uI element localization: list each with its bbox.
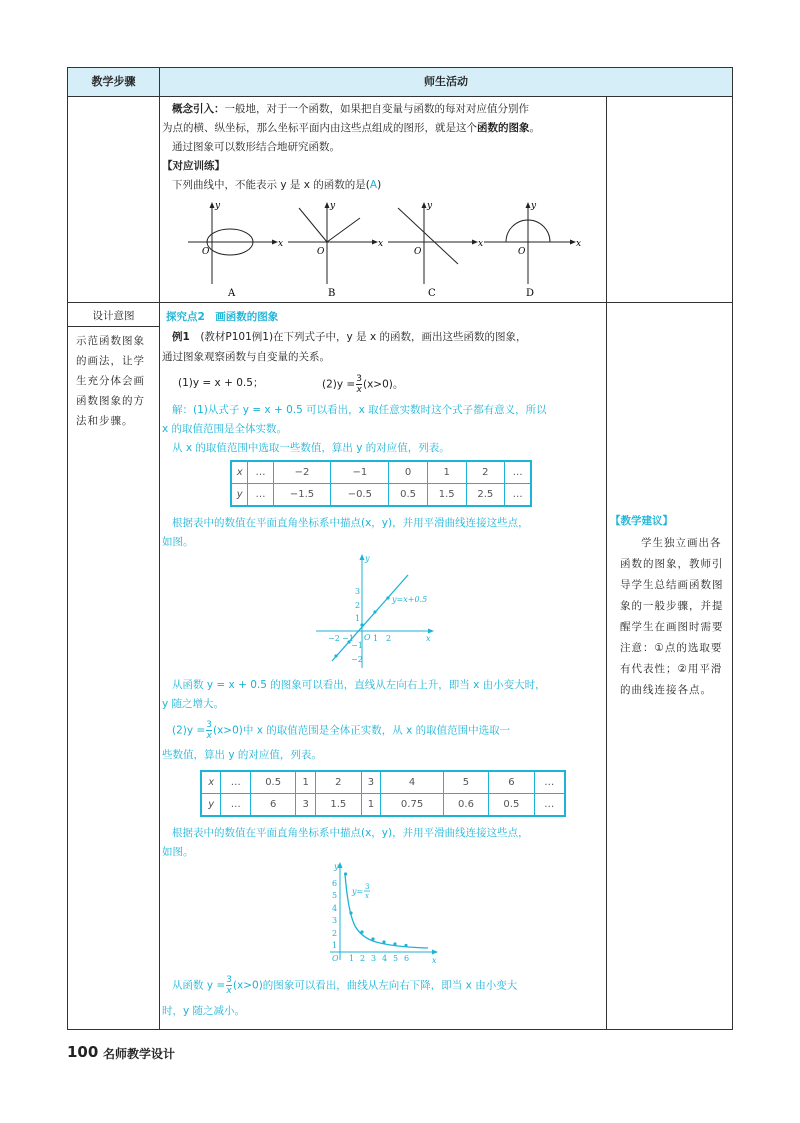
eq2-pre: (2)y = [322,378,356,391]
row-divider-right [606,302,733,303]
graph-d-x-label: x [576,239,582,249]
sol2-post: (x>0)中 x 的取值范围是全体正实数，从 x 的取值范围中选取一 [212,724,511,737]
graph2-x-label: x [432,956,437,965]
graph2-tick-y: 2 [332,929,338,938]
graph-c-x-label: x [478,239,484,249]
example-label: 例1 [172,331,190,343]
column-divider-right [606,96,607,1029]
table-cell: 2 [466,461,505,484]
practice-question [172,176,381,195]
table-cell: 6 [250,794,295,817]
intro-line2 [162,119,602,138]
graph1-tick-y: 1 [355,614,361,623]
graph1-tick-y: 2 [355,601,361,610]
table-1 [230,460,532,507]
graph-c-y-label: y [427,201,433,211]
table-cell: 0.75 [381,794,443,817]
graph1-tick-x: −1 [342,634,354,643]
observation1-line2: y 随之增大。 [162,698,225,710]
solution1-line2: x 的取值范围是全体实数。 [162,423,288,435]
graph2-tick-y: 4 [332,904,338,913]
sol2-den: x [206,731,212,741]
graph-a-y-label: y [215,201,221,211]
plot2-line1: 根据表中的数值在平面直角坐标系中描点(x，y)，并用平滑曲线连接这些点， [172,827,529,839]
intro-text2c: 。 [529,122,540,134]
table-2 [200,770,566,817]
option-a-label: A [228,288,236,299]
table-cell: x [201,771,221,794]
column-divider-left [159,96,160,1029]
example-line2: 通过图象观察函数与自变量的关系。 [162,351,330,363]
example-text1: (教材P101例1)在下列式子中，y 是 x 的函数，画出这些函数的图象， [200,331,527,343]
intro-label: 概念引入： [172,103,225,115]
table-cell: 3 [296,794,316,817]
table-cell: −1 [331,461,389,484]
table-header [68,68,732,97]
table-cell: 2.5 [466,484,505,507]
table-row [201,794,565,817]
graph-a-x-label: x [278,239,284,249]
table-cell: … [534,794,565,817]
table-cell: 6 [489,771,534,794]
plot1-line1: 根据表中的数值在平面直角坐标系中描点(x，y)，并用平滑曲线连接这些点， [172,517,529,529]
graph2-origin: O [332,954,339,963]
lesson-table [67,67,733,1030]
graph2-label-pre: y= [352,887,364,896]
book-title: 名师教学设计 [103,1047,176,1061]
table-cell: −0.5 [331,484,389,507]
table-row [231,461,531,484]
graph-reciprocal [324,860,444,966]
row-divider-middle [159,302,606,303]
table-cell: … [505,461,531,484]
graph2-label-den: x [365,892,369,900]
table-row [201,771,565,794]
graph1-y-label: y [365,554,370,563]
suggestion-text: 学生独立画出各函数的图象，教师引导学生总结画函数图象的一般步骤，并提醒学生在画图时需要注意：①点的选取要有代表性；②用平滑的曲线连接各点。 [620,537,724,696]
table-cell: 5 [443,771,488,794]
observation1-line1: 从函数 y = x + 0.5 的图象可以看出，直线从左向右上升，即当 x 由小变大时， [172,679,546,691]
design-label-divider [68,326,159,327]
table-cell: … [534,771,565,794]
page-number: 100 [67,1043,99,1061]
table-cell: 0 [389,461,428,484]
intro-term: 函数的图象 [477,122,530,134]
table-cell: 0.5 [389,484,428,507]
table-cell: 0.5 [489,794,534,817]
graph2-tick-x: 4 [382,954,388,963]
eq2-den: x [356,385,362,395]
explore-title: 探究点2 画函数的图象 [166,311,279,323]
practice-close: ) [377,179,382,191]
practice-question-text: 下列曲线中，不能表示 y 是 x 的函数的是( [172,179,370,191]
graph-option-d [484,201,581,299]
graph2-tick-x: 6 [404,954,410,963]
graph2-tick-x: 3 [371,954,377,963]
table-cell: 1.5 [427,484,466,507]
design-intent-text: 示范函数图象的画法，让学生充分体会画函数图象的方法和步骤。 [76,335,145,427]
header-teaching-steps: 教学步骤 [68,68,160,96]
obs2-num: 3 [226,975,232,985]
intro-line1 [172,100,602,119]
table-row [231,484,531,507]
table-cell: 1 [296,771,316,794]
graph2-tick-x: 5 [393,954,399,963]
graph2-tick-x: 2 [360,954,366,963]
solution2-line2: 些数值，算出 y 的对应值，列表。 [162,749,322,761]
row-divider-left [68,302,159,303]
graph-d-y-label: y [531,201,537,211]
observation2-line1 [172,975,604,996]
graph1-tick-y: −2 [351,655,363,664]
table-cell: … [248,461,273,484]
option-c-label: C [428,288,436,299]
table-cell: … [221,771,251,794]
option-graphs [162,196,602,300]
table-cell: x [231,461,248,484]
table-cell: 3 [361,771,381,794]
graph1-function-label: y=x+0.5 [392,595,428,604]
graph2-label-num: 3 [365,883,370,891]
plot2-line2: 如图。 [162,846,194,858]
observation2-line2: 时，y 随之减小。 [162,1005,246,1017]
option-d-label: D [526,288,535,299]
table-cell: 1 [361,794,381,817]
eq2-fraction [356,374,362,395]
equation-2 [322,374,403,395]
design-intent-label: 设计意图 [92,310,135,322]
graph-d-origin: O [518,247,526,257]
graph1-tick-x: −2 [328,634,340,643]
graph2-tick-y: 3 [332,916,338,925]
table-cell: … [221,794,251,817]
graph1-x-label: x [426,634,431,643]
graph-option-b [288,201,383,299]
graph2-tick-x: 1 [349,954,355,963]
obs2-pre: 从函数 y = [172,979,226,992]
eq2-num: 3 [356,374,362,384]
sol2-fraction [206,720,212,741]
sol2-pre: (2)y = [172,724,206,737]
option-b-label: B [328,288,336,299]
graph1-tick-x: 1 [373,634,379,643]
table-cell: 1 [427,461,466,484]
table-cell: … [505,484,531,507]
equation-1: (1)y = x + 0.5； [178,377,264,389]
table-cell: 0.6 [443,794,488,817]
intro-text1: 一般地，对于一个函数，如果把自变量与函数的每对对应值分别作 [224,103,529,115]
table-cell: y [231,484,248,507]
table-cell: 2 [316,771,361,794]
graph2-tick-y: 5 [332,891,338,900]
plot1-line2: 如图。 [162,536,194,548]
example-line1 [172,328,604,347]
practice-title: 【对应训练】 [162,160,225,172]
obs2-post: (x>0)的图象可以看出，曲线从左向右下降，即当 x 由小变大 [232,979,518,992]
table-cell: −2 [273,461,331,484]
table-cell: 1.5 [316,794,361,817]
graph1-tick-y: −1 [351,641,363,650]
graph2-tick-y: 1 [332,941,338,950]
graph-b-origin: O [317,247,325,257]
graph2-tick-y: 6 [332,879,338,888]
solution1-line3: 从 x 的取值范围中选取一些数值，算出 y 的对应值，列表。 [172,442,450,454]
table-cell: y [201,794,221,817]
intro-text2a: 为点的横、纵坐标，那么坐标平面内由这些点组成的图形，就是这个 [162,122,477,134]
header-activities: 师生活动 [424,75,468,88]
solution2-line1 [172,720,604,741]
graph1-tick-y: 3 [355,587,361,596]
table-cell: −1.5 [273,484,331,507]
graph1-tick-x: 2 [386,634,392,643]
table-cell: 0.5 [250,771,295,794]
graph2-y-label: y [334,862,339,871]
graph-c-origin: O [414,247,422,257]
sol2-num: 3 [206,720,212,730]
solution1-line1: 解：(1)从式子 y = x + 0.5 可以看出，x 取任意实数时这个式子都有意义，所以 [172,404,547,416]
graph-option-c [388,201,483,299]
obs2-fraction [226,975,232,996]
graph-b-y-label: y [330,201,336,211]
graph1-origin: O [364,633,371,642]
intro-line3: 通过图象可以数形结合地研究函数。 [172,141,340,153]
suggestion-title: 【教学建议】 [610,515,673,527]
obs2-den: x [226,986,232,996]
table-cell: … [248,484,273,507]
eq2-post: (x>0)。 [362,378,404,391]
practice-answer: A [369,179,378,191]
graph-option-a [188,201,283,299]
graph-a-origin: O [202,247,210,257]
graph-b-x-label: x [378,239,384,249]
graph-linear [308,552,438,672]
table-cell: 4 [381,771,443,794]
